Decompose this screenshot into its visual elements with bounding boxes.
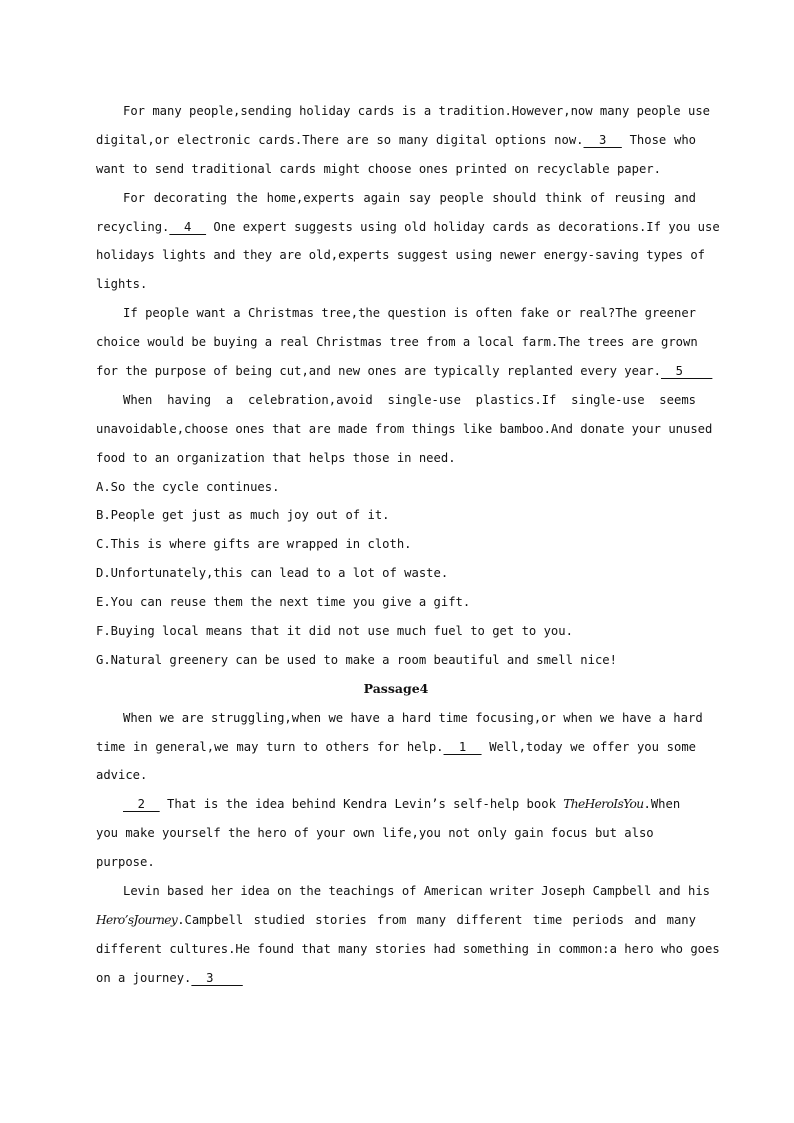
blank-3: 3 xyxy=(191,970,243,985)
document-page xyxy=(96,97,720,993)
option-b: B.People get just as much joy out of it. xyxy=(96,508,390,523)
paragraph-line: time in general,we may turn to others for help. 1 Well,today we offer you some xyxy=(96,739,696,754)
paragraph-line: unavoidable,choose ones that are made from things like bamboo.And donate your unused xyxy=(96,421,713,436)
option-g: G.Natural greenery can be used to make a room beautiful and smell nice! xyxy=(96,652,617,667)
option-a: A.So the cycle continues. xyxy=(96,479,280,494)
paragraph-line: Levin based her idea on the teachings of American writer Joseph Campbell and his xyxy=(123,884,710,899)
paragraph-line: holidays lights and they are old,experts suggest using newer energy-saving types of xyxy=(96,248,706,263)
paragraph-line: want to send traditional cards might choose ones printed on recyclable paper. xyxy=(96,161,661,176)
paragraph-line: 2 That is the idea behind Kendra Levin’s self-help book TheHeroIsYou.When xyxy=(123,797,681,812)
paragraph-line: food to an organization that helps those in need. xyxy=(96,450,456,465)
option-d: D.Unfortunately,this can lead to a lot of waste. xyxy=(96,566,449,581)
paragraph-line: lights. xyxy=(96,277,148,292)
paragraph-line: recycling. 4 One expert suggests using old holiday cards as decorations.If you use xyxy=(96,219,720,234)
paragraph-line: for the purpose of being cut,and new ones are typically replanted every year. 5 xyxy=(96,364,713,379)
blank-1: 1 xyxy=(443,739,482,754)
paragraph-line: When we are struggling,when we have a hard time focusing,or when we have a hard xyxy=(123,710,703,725)
option-c: C.This is where gifts are wrapped in cloth. xyxy=(96,537,412,552)
paragraph-line: purpose. xyxy=(96,855,155,870)
paragraph-line: on a journey. 3 xyxy=(96,970,243,985)
blank-2: 2 xyxy=(123,797,160,812)
paragraph-line: For decorating the home,experts again say people should think of reusing and xyxy=(123,190,696,205)
option-e: E.You can reuse them the next time you give a gift. xyxy=(96,595,471,610)
paragraph-line: Hero’sJourney.Campbell studied stories from many different time periods and many xyxy=(96,912,696,927)
paragraph-line: digital,or electronic cards.There are so many digital options now. 3 Those who xyxy=(96,132,697,147)
blank-4: 4 xyxy=(169,219,207,234)
paragraph-line: you make yourself the hero of your own life,you not only gain focus but also xyxy=(96,826,654,841)
paragraph-line: If people want a Christmas tree,the question is often fake or real?The greener xyxy=(123,306,696,321)
book-title: TheHeroIsYou xyxy=(563,797,644,812)
option-f: F.Buying local means that it did not use much fuel to get to you. xyxy=(96,624,573,639)
paragraph-line: advice. xyxy=(96,768,148,783)
passage-title: Passage4 xyxy=(363,680,429,696)
blank-5: 5 xyxy=(661,364,713,379)
paragraph-line: For many people,sending holiday cards is a tradition.However,now many people use xyxy=(123,104,710,118)
paragraph-line: When having a celebration,avoid single-use plastics.If single-use seems xyxy=(123,392,696,407)
paragraph-line: different cultures.He found that many stories had something in common:a hero who goes xyxy=(96,941,720,956)
blank-3: 3 xyxy=(583,132,622,147)
paragraph-line: choice would be buying a real Christmas tree from a local farm.The trees are grown xyxy=(96,335,698,350)
book-title: Hero’sJourney xyxy=(96,912,178,927)
